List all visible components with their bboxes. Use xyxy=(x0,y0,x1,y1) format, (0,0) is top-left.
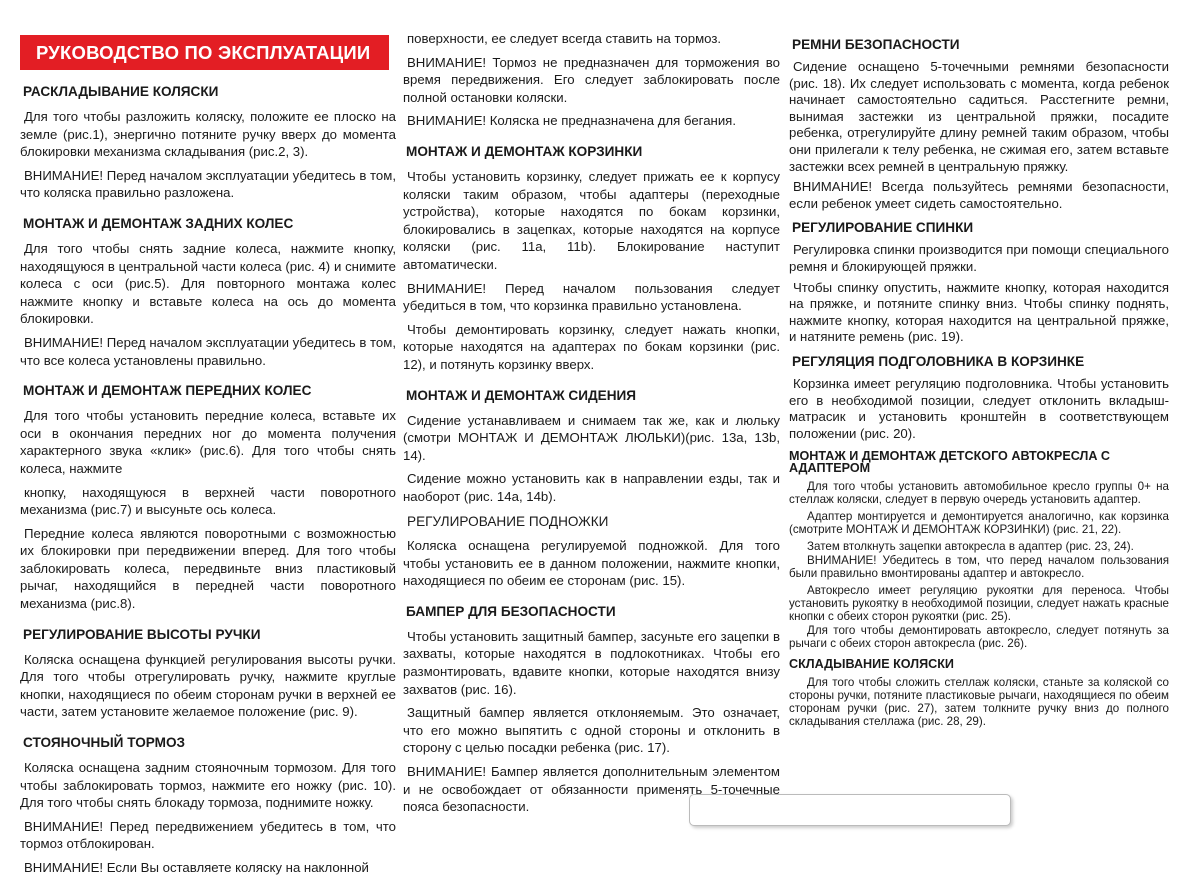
paragraph: Автокресло имеет регуляцию рукоятки для переноса. Чтобы установить рукоятку в необходимой позиции, следует нажать красные кнопки с обеих сторон рукоятки (рис. 25). xyxy=(789,584,1169,624)
section-heading: РЕМНИ БЕЗОПАСНОСТИ xyxy=(792,37,960,52)
paragraph: ВНИМАНИЕ! Если Вы оставляете коляску на наклонной xyxy=(24,860,369,875)
manual-title-banner: РУКОВОДСТВО ПО ЭКСПЛУАТАЦИИ xyxy=(20,35,389,70)
paragraph: Для того чтобы разложить коляску, положите ее плоско на земле (рис.1), энергично потяните ручку вверх до момента блокировки механизма складывания (рис.2, 3). xyxy=(20,109,396,160)
paragraph: Чтобы установить защитный бампер, засуньте его зацепки в захваты, которые находятся в подлокотниках. Чтобы его размонтировать, вдавите кнопки, которые находятся внизу захватов (рис. 16). xyxy=(403,628,780,697)
section-heading: МОНТАЖ И ДЕМОНТАЖ ПЕРЕДНИХ КОЛЕС xyxy=(23,383,312,399)
section-heading: МОНТАЖ И ДЕМОНТАЖ ЗАДНИХ КОЛЕС xyxy=(23,215,294,231)
paragraph: ВНИМАНИЕ! Убедитесь в том, что перед началом пользования были правильно вмонтированы адаптер и автокресло. xyxy=(789,554,1169,581)
paragraph: кнопку, находящуюся в верхней части поворотного механизма (рис.7) и высуньте ось колеса. xyxy=(20,484,396,518)
section-heading: МОНТАЖ И ДЕМОНТАЖ КОРЗИНКИ xyxy=(406,143,643,159)
section-heading: БАМПЕР ДЛЯ БЕЗОПАСНОСТИ xyxy=(406,603,616,619)
paragraph: Сидение оснащено 5-точечными ремнями безопасности (рис. 18). Их следует использовать с момента, когда ребенок начинает самостоятельно садиться. Расстегните ремни, вынимая застежки из центральной пряжки, посадите ребенка, отрегулируйте длину ремней таким образом, чтобы они прилегали к телу ребенка, не сжимая его, затем вставьте застежки всех ремней в центральную пряжку. xyxy=(789,59,1169,174)
paragraph: Для того чтобы сложить стеллаж коляски, станьте за коляской со стороны ручки, потяните пластиковые рычаги, находящиеся по обеим сторонам ручки (рис. 27), затем толкните ручку вниз до полного складывания стеллажа (рис. 28, 29). xyxy=(789,676,1169,729)
paragraph: Защитный бампер является отклоняемым. Это означает, что его можно выпятить с одной стороны и отклонить в сторону с целью посадки ребенка (рис. 17). xyxy=(403,705,780,756)
paragraph: Чтобы установить корзинку, следует прижать ее к корпусу коляски таким образом, чтобы адаптеры (переходные устройства), которые находятся по бокам корзинки, блокировались в зацепках, которые находятся на корпусе коляски (рис. 11a, 11b). Блокирование наступит автоматически. xyxy=(403,168,780,272)
section-heading: РЕГУЛИРОВАНИЕ СПИНКИ xyxy=(792,220,974,236)
paragraph: Сидение можно установить как в направлении езды, так и наоборот (рис. 14a, 14b). xyxy=(403,471,780,504)
paragraph: ВНИМАНИЕ! Бампер является дополнительным элементом и не освобождает от обязанности применять 5-точечные пояса безопасности. xyxy=(403,764,780,815)
paragraph: ВНИМАНИЕ! Перед началом пользования следует убедиться в том, что корзинка правильно установлена. xyxy=(403,280,780,314)
paragraph: Для того чтобы установить передние колеса, вставьте их оси в окончания передних ног до момента получения характерного звука «клик» (рис.6). Для того чтобы снять колеса, нажмите xyxy=(20,408,396,476)
paragraph: Регулировка спинки производится при помощи специального ремня и блокирующей пряжки. xyxy=(789,242,1169,274)
paragraph: Чтобы демонтировать корзинку, следует нажать кнопки, которые находятся на адаптерах по бокам корзинки (рис. 12), и потянуть корзинку вверх. xyxy=(403,321,780,372)
column-1 xyxy=(20,0,396,883)
paragraph: ВНИМАНИЕ! Всегда пользуйтесь ремнями безопасности, если ребенок умеет сидеть самостоятельно. xyxy=(789,179,1169,211)
column-2 xyxy=(403,30,780,822)
paragraph: ВНИМАНИЕ! Перед началом эксплуатации убедитесь в том, что коляска правильно разложена. xyxy=(20,167,396,201)
column-3 xyxy=(789,29,1169,732)
section-heading: МОНТАЖ И ДЕМОНТАЖ СИДЕНИЯ xyxy=(406,387,637,403)
paragraph: Коляска оснащена функцией регулирования высоты ручки. Для того чтобы отрегулировать ручку, нажмите круглые кнопки, находящиеся по обеим сторонам ручки в верхней ее части, затем установите желаемое положение (рис. 9). xyxy=(20,651,396,720)
paragraph: ВНИМАНИЕ! Перед передвижением убедитесь в том, что тормоз отблокирован. xyxy=(20,818,396,852)
paragraph: Затем втолкнуть зацепки автокресла в адаптер (рис. 23, 24). xyxy=(807,540,1134,554)
column-2-content xyxy=(403,30,780,816)
paragraph: Адаптер монтируется и демонтируется аналогично, как корзинка (смотрите МОНТАЖ И ДЕМОНТАЖ КОРЗИНКИ) (рис. 21, 22). xyxy=(789,510,1169,537)
paragraph: Передние колеса являются поворотными с возможностью их блокировки при передвижении вперед. Для того чтобы заблокировать колеса, передвиньте вниз пластиковый рычаг, находящийся в передней части поворотного механизма (рис.8). xyxy=(20,525,396,612)
paragraph: Для того чтобы демонтировать автокресло, следует потянуть за рычаги с обеих сторон автокресла (рис. 26). xyxy=(789,624,1169,651)
paragraph: ВНИМАНИЕ! Перед началом эксплуатации убедитесь в том, что все колеса установлены правильно. xyxy=(20,334,396,368)
section-heading: РЕГУЛИРОВАНИЕ ПОДНОЖКИ xyxy=(407,514,609,530)
section-heading: СКЛАДЫВАНИЕ КОЛЯСКИ xyxy=(789,657,954,672)
paragraph: Для того чтобы установить автомобильное кресло группы 0+ на стеллаж коляски, следует в первую очередь установить адаптер. xyxy=(789,480,1169,507)
section-heading: МОНТАЖ И ДЕМОНТАЖ ДЕТСКОГО АВТОКРЕСЛА С АДАПТЕРОМ xyxy=(789,449,1111,476)
section-heading: РЕГУЛИРОВАНИЕ ВЫСОТЫ РУЧКИ xyxy=(23,626,261,642)
paragraph: Корзинка имеет регуляцию подголовника. Чтобы установить его в необходимой позиции, следует отклонить вкладыш-матрасик и установить кронштейн в соответствующем положении (рис. 20). xyxy=(789,375,1169,441)
section-heading: СТОЯНОЧНЫЙ ТОРМОЗ xyxy=(23,735,186,751)
column-1-content xyxy=(20,84,396,877)
paragraph: ВНИМАНИЕ! Коляска не предназначена для бегания. xyxy=(407,113,736,129)
section-heading: РЕГУЛЯЦИЯ ПОДГОЛОВНИКА В КОРЗИНКЕ xyxy=(792,353,1085,369)
paragraph: Чтобы спинку опустить, нажмите кнопку, которая находится на пряжке, и потяните спинку вниз. Чтобы спинку поднять, нажмите кнопку, которая находится на центральной пряжке, и натяните ремень (рис. 19). xyxy=(789,279,1169,345)
paragraph: Сидение устанавливаем и снимаем так же, как и люльку (смотри МОНТАЖ И ДЕМОНТАЖ ЛЮЛЬКИ)(рис. 13a, 13b, 14). xyxy=(403,412,780,463)
section-heading: РАСКЛАДЫВАНИЕ КОЛЯСКИ xyxy=(23,84,219,99)
paragraph: ВНИМАНИЕ! Тормоз не предназначен для торможения во время передвижения. Его следует заблокировать после полной остановки коляски. xyxy=(403,54,780,105)
paragraph: Для того чтобы снять задние колеса, нажмите кнопку, находящуюся в центральной части колеса (рис. 4) и снимите колеса с оси (рис.5). Для повторного монтажа колес нажмите кнопку и вставьте колеса на ось до момента блокировки. xyxy=(20,240,396,327)
paragraph: Коляска оснащена задним стояночным тормозом. Для того чтобы заблокировать тормоз, нажмите его ножку (рис. 10). Для того чтобы снять блокаду тормоза, поднимите ножку. xyxy=(20,760,396,811)
column-3-content xyxy=(789,37,1169,728)
paragraph: поверхности, ее следует всегда ставить на тормоз. xyxy=(407,31,722,46)
paragraph: Коляска оснащена регулируемой подножкой. Для того чтобы установить ее в данном положении, нажмите кнопки, находящиеся по обеим ее сторонам (рис. 15). xyxy=(403,538,780,589)
small-print-section xyxy=(789,450,1169,728)
